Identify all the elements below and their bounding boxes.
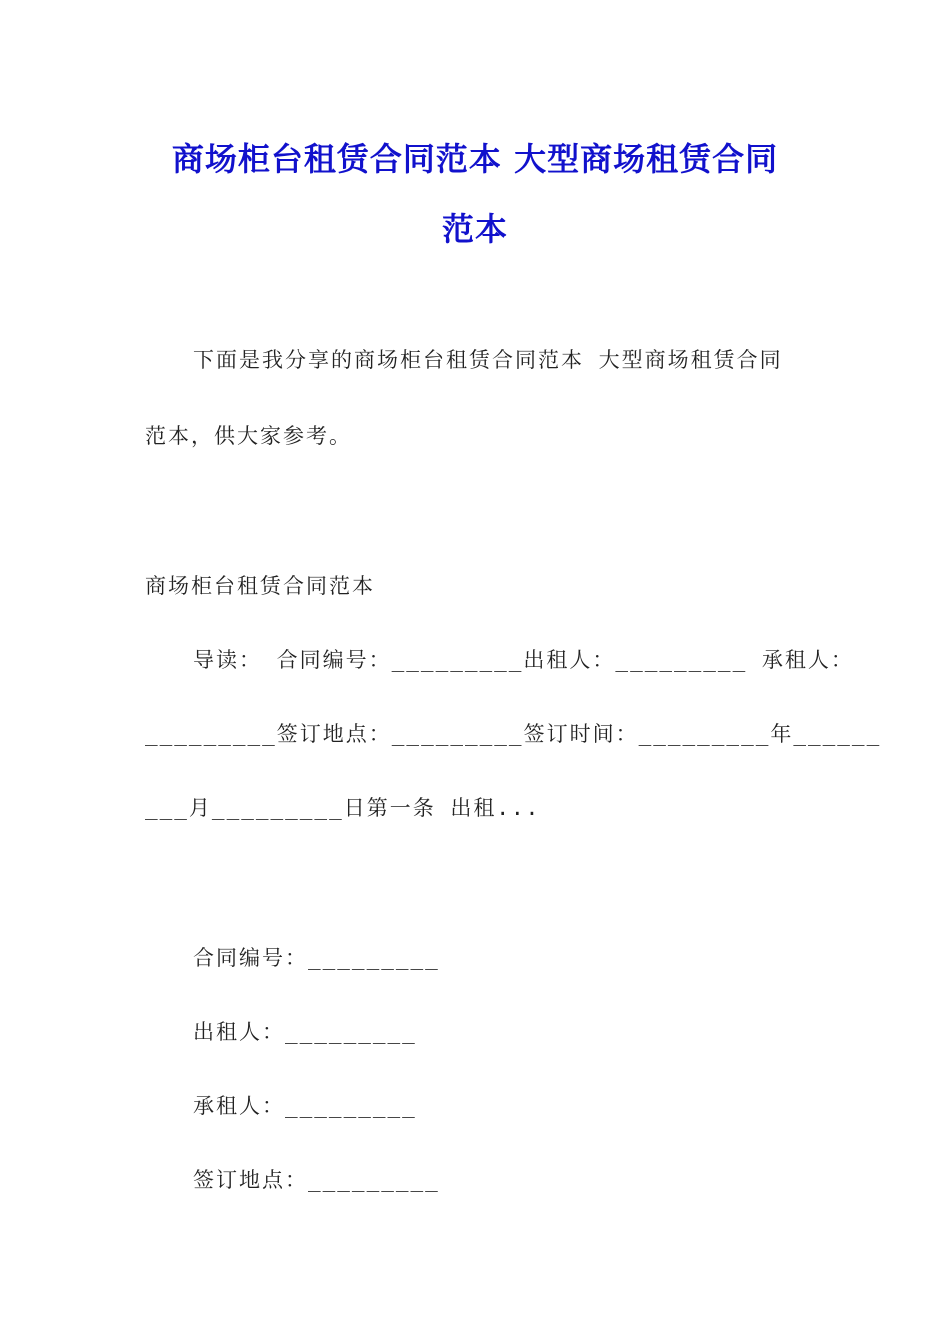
field-lessee: 承租人：_________: [193, 1094, 417, 1118]
lead-paragraph-line-3: ___月_________日第一条 出租...: [145, 796, 541, 820]
section-heading: 商场柜台租赁合同范本: [145, 574, 375, 598]
document-title-line-1: 商场柜台租赁合同范本 大型商场租赁合同: [171, 140, 779, 178]
field-contract-number: 合同编号：_________: [193, 946, 440, 970]
field-signing-place: 签订地点：_________: [193, 1168, 440, 1192]
lead-paragraph-line-2: _________签订地点：_________签订时间：_________年______: [145, 722, 882, 746]
field-lessor: 出租人：_________: [193, 1020, 417, 1044]
intro-paragraph-line-2: 范本，供大家参考。: [145, 424, 352, 448]
intro-paragraph-line-1: 下面是我分享的商场柜台租赁合同范本 大型商场租赁合同: [193, 348, 783, 372]
lead-paragraph-line-1: 导读： 合同编号：_________出租人：_________ 承租人：: [193, 648, 854, 672]
document-title-line-2: 范本: [441, 210, 508, 248]
